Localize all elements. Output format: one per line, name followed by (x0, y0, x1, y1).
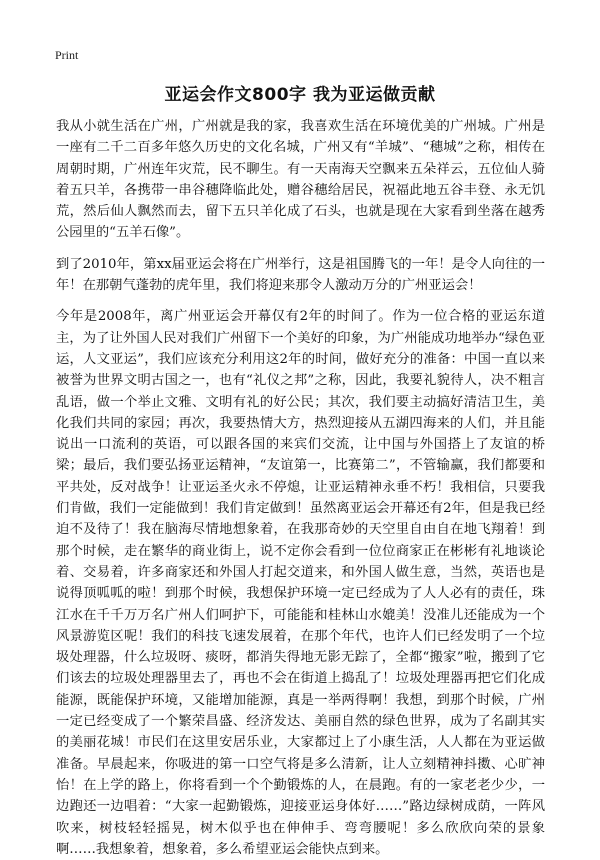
article-body (56, 116, 545, 860)
print-link[interactable]: Print (55, 48, 79, 62)
article-paragraph: 到了2010年，第xx届亚运会将在广州举行，这是祖国腾飞的一年！是令人向往的一年！在那朝气蓬勃的虎年里，我们将迎来那令人激动万分的广州亚运会！ (56, 256, 545, 294)
article-paragraph: 我从小就生活在广州，广州就是我的家，我喜欢生活在环境优美的广州城。广州是一座有二千二百多年悠久历史的文化名城，广州又有“羊城”、“穗城”之称，相传在周朝时期，广州连年灾荒，民不聊生。有一天南海天空飘来五朵祥云，五位仙人骑着五只羊，各携带一串谷穗降临此处，赠谷穗给居民，祝福此地五谷丰登、永无饥荒，然后仙人飘然而去，留下五只羊化成了石头，也就是现在大家看到坐落在越秀公园里的“五羊石像”。 (56, 119, 545, 241)
page-title: 亚运会作文800字 我为亚运做贡献 (164, 85, 436, 105)
article-paragraph: 今年是2008年，离广州亚运会开幕仅有2年的时间了。作为一位合格的亚运东道主，为了让外国人民对我们广州留下一个美好的印象，为广州能成功地举办“绿色亚运，人文亚运”，我们应该充分利用这2年的时间，做好充分的准备：中国一直以来被誉为世界文明古国之一，也有“礼仪之邦”之称，因此，我要礼貌待人，决不粗言乱语，做一个举止文雅、文明有礼的好公民；其次，我们要主动搞好清洁卫生，美化我们共同的家园；再次，我要热情大方，热烈迎接从五湖四海来的人们，并且能说出一口流利的英语，可以跟各国的来宾们交流，让中国与外国搭上了友谊的桥梁；最后，我们要弘扬亚运精神，“友谊第一，比赛第二”，不管输赢，我们都要和平共处，反对战争！让亚运圣火永不停熄，让亚运精神永垂不朽！我相信，只要我们肯做，我们一定能做到！我们肯定做到！虽然离亚运会开幕还有2年，但是我已经迫不及待了！我在脑海尽情地想象着，在我那奇妙的天空里自由自在地飞翔着！到那个时候，走在繁华的商业街上，说不定你会看到一位位商家正在彬彬有礼地谈论着、交易着，许多商家还和外国人打起交道来，和外国人做生意，当然，英语也是说得顶呱呱的啦！到那个时候，我想保护环境一定已经成为了人人必有的责任，珠江水在千千万万名广州人们呵护下，可能能和桂林山水媲美！没准儿还能成为一个风景游览区呢！我们的科技飞速发展着，在那个年代，也许人们已经发明了一个垃圾处理器，什么垃圾呀、痰呀，都消失得地无影无踪了，全都“搬家”啦，搬到了它们该去的垃圾处理器里去了，再也不会在街道上捣乱了！垃圾处理器再把它们化成能源，既能保护环境，又能增加能源，真是一举两得啊！我想，到那个时候，广州一定已经变成了一个繁荣昌盛、经济发达、美丽自然的绿色世界，成为了名副其实的美丽花城！市民们在这里安居乐业，大家都过上了小康生活，人人都在为亚运做准备。早晨起来，你吸进的第一口空气将是多么清新，让人立刻精神抖擞、心旷神怡！在上学的路上，你将看到一个个勤锻炼的人，在晨跑。有的一家老老少少，一边跑还一边唱着：“大家一起勤锻炼，迎接亚运身体好……”路边绿树成荫，一阵风吹来，树枝轻轻摇晃，树木似乎也在伸伸手、弯弯腰呢！多么欣欣向荣的景象啊……我想象着，想象着，多么希望亚运会能快点到来。 (56, 309, 545, 857)
